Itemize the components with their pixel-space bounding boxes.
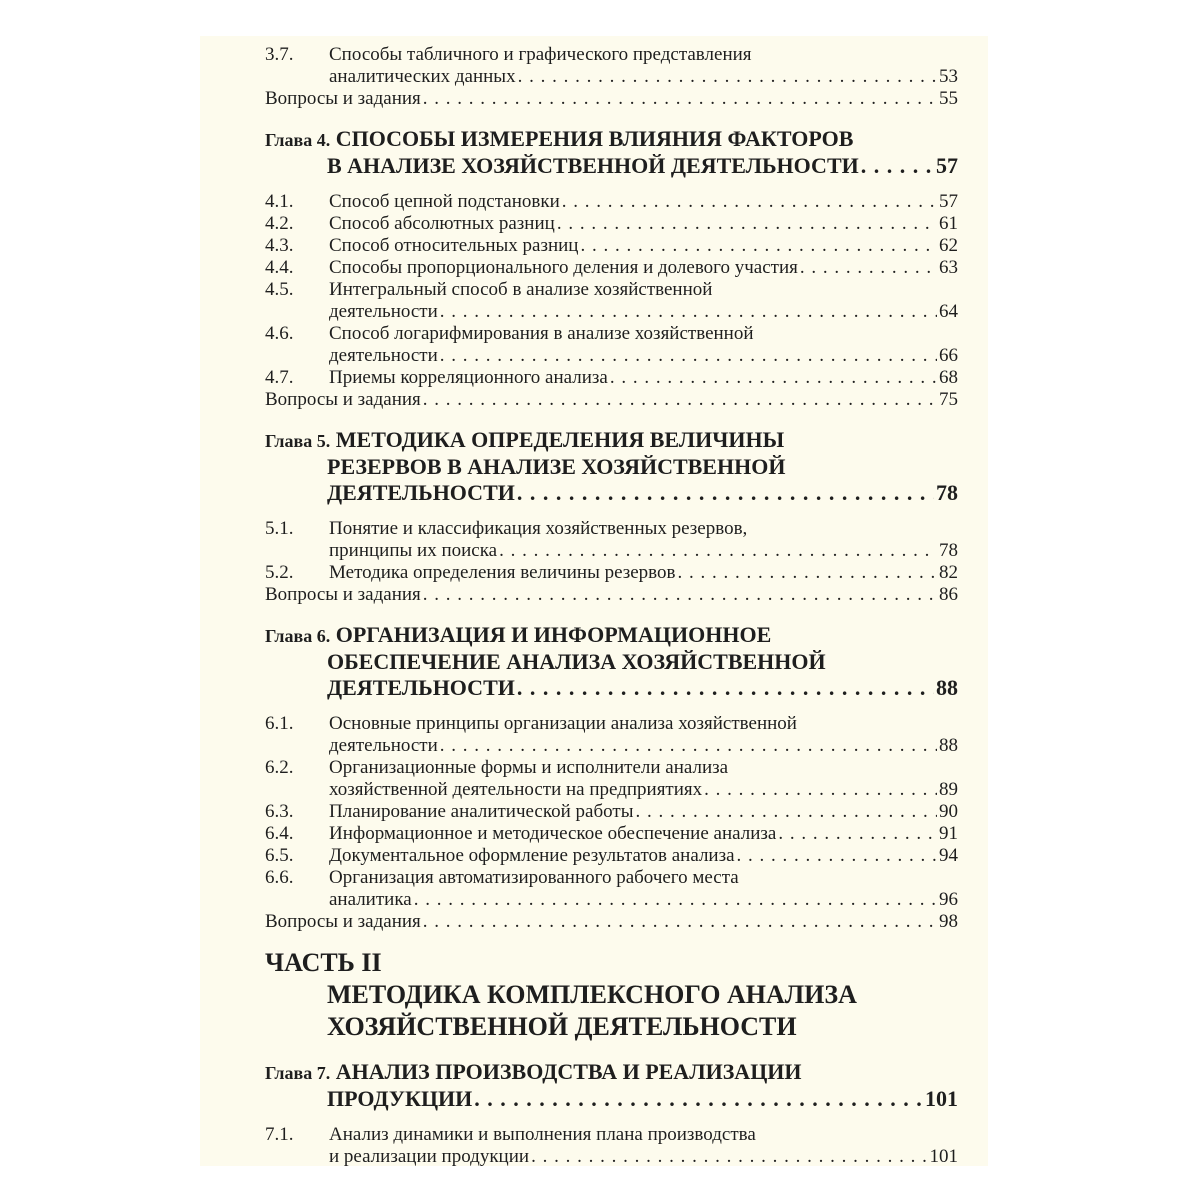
chapter-page-number: 88 [936, 675, 958, 700]
entry-number: 4.6. [265, 323, 294, 344]
entry-title-line: Понятие и классификация хозяйственных резервов, [329, 518, 748, 539]
entry-title-line: Способ абсолютных разниц [329, 213, 555, 234]
entry-page-number: 61 [939, 213, 958, 234]
entry-number: 4.4. [265, 257, 294, 278]
chapter-4-entries [265, 191, 958, 411]
entry-title-line: Вопросы и задания [265, 389, 421, 410]
part-title-line: ХОЗЯЙСТВЕННОЙ ДЕЯТЕЛЬНОСТИ [327, 1012, 797, 1041]
chapter-title-line: СПОСОБЫ ИЗМЕРЕНИЯ ВЛИЯНИЯ ФАКТОРОВ [335, 126, 854, 151]
entry-page-number: 94 [939, 845, 958, 866]
entry-number: 6.4. [265, 823, 294, 844]
leader-dots [423, 911, 937, 933]
chapter-6-entries [265, 713, 958, 933]
leader-dots [557, 213, 937, 235]
toc-entry [265, 867, 958, 911]
chapter-title-line: АНАЛИЗ ПРОИЗВОДСТВА И РЕАЛИЗАЦИИ [335, 1059, 802, 1084]
entry-page-number: 90 [939, 801, 958, 822]
chapter-title-line: В АНАЛИЗЕ ХОЗЯЙСТВЕННОЙ ДЕЯТЕЛЬНОСТИ [327, 153, 859, 178]
entry-page-number: 64 [939, 301, 958, 322]
entry-title-line: Вопросы и задания [265, 911, 421, 932]
chapter-label: Глава 7. [265, 1063, 331, 1083]
entry-number: 6.6. [265, 867, 294, 888]
entry-page-number: 63 [939, 257, 958, 278]
leader-dots [531, 1146, 927, 1168]
entry-title-line: деятельности [329, 345, 438, 366]
leader-dots [610, 367, 937, 389]
leader-dots [704, 779, 937, 801]
entry-page-number: 101 [929, 1146, 958, 1167]
entry-title-line: Анализ динамики и выполнения плана производства [329, 1124, 756, 1145]
entry-page-number: 53 [939, 66, 958, 87]
entry-number: 6.5. [265, 845, 294, 866]
entry-title-line: Информационное и методическое обеспечение анализа [329, 823, 777, 844]
leader-dots [423, 88, 937, 110]
toc-entry [265, 213, 958, 235]
entry-number: 6.1. [265, 713, 294, 734]
entry-title-line: Вопросы и задания [265, 584, 421, 605]
entry-title-line: хозяйственной деятельности на предприятиях [329, 779, 703, 800]
entry-title-line: Планирование аналитической работы [329, 801, 634, 822]
toc-entry [265, 44, 958, 88]
leader-dots [678, 562, 938, 584]
part-label: ЧАСТЬ II [265, 948, 382, 977]
chapter-label: Глава 6. [265, 626, 331, 646]
toc-entry [265, 823, 958, 845]
entry-number: 3.7. [265, 44, 294, 65]
entry-title-line: Интегральный способ в анализе хозяйственной [329, 279, 713, 300]
toc-entry [265, 518, 958, 562]
chapter-page-number: 78 [936, 480, 958, 505]
chapter-title-line: ОРГАНИЗАЦИЯ И ИНФОРМАЦИОННОЕ [335, 622, 772, 647]
leader-dots [440, 301, 937, 323]
entry-title-line: Организация автоматизированного рабочего места [329, 867, 739, 888]
entry-page-number: 66 [939, 345, 958, 366]
entry-title-line: и реализации продукции [329, 1146, 530, 1167]
chapter-title-line: МЕТОДИКА ОПРЕДЕЛЕНИЯ ВЕЛИЧИНЫ [335, 427, 785, 452]
toc-entry [265, 191, 958, 213]
leader-dots [414, 889, 937, 911]
entry-number: 6.2. [265, 757, 294, 778]
toc-entry [265, 584, 958, 606]
chapter-title-line: РЕЗЕРВОВ В АНАЛИЗЕ ХОЗЯЙСТВЕННОЙ [327, 454, 786, 479]
leader-dots [778, 823, 937, 845]
toc-entry [265, 367, 958, 389]
chapter-7-heading [265, 1059, 958, 1112]
top-entries [265, 44, 958, 110]
leader-dots [474, 1086, 923, 1112]
chapter-5-heading [265, 427, 958, 506]
entry-title-line: Основные принципы организации анализа хозяйственной [329, 713, 797, 734]
entry-number: 4.2. [265, 213, 294, 234]
chapter-6-heading [265, 622, 958, 701]
entry-number: 5.1. [265, 518, 294, 539]
toc-entry [265, 801, 958, 823]
toc-entry [265, 389, 958, 411]
entry-title-line: Организационные формы и исполнители анализа [329, 757, 729, 778]
leader-dots [800, 257, 937, 279]
entry-page-number: 55 [939, 88, 958, 109]
entry-page-number: 57 [939, 191, 958, 212]
entry-number: 4.1. [265, 191, 294, 212]
entry-page-number: 68 [939, 367, 958, 388]
entry-page-number: 75 [939, 389, 958, 410]
entry-title-line: деятельности [329, 735, 438, 756]
leader-dots [580, 235, 937, 257]
toc-entry [265, 279, 958, 323]
chapter-title-line: ДЕЯТЕЛЬНОСТИ [327, 675, 515, 700]
toc-entry [265, 845, 958, 867]
entry-page-number: 78 [939, 540, 958, 561]
chapter-5-entries [265, 518, 958, 606]
chapter-page-number: 101 [925, 1086, 958, 1111]
leader-dots [440, 345, 937, 367]
leader-dots [517, 675, 934, 701]
entry-title-line: аналитических данных [329, 66, 516, 87]
entry-number: 4.7. [265, 367, 294, 388]
chapter-title-line: ОБЕСПЕЧЕНИЕ АНАЛИЗА ХОЗЯЙСТВЕННОЙ [327, 649, 826, 674]
entry-title-line: Вопросы и задания [265, 88, 421, 109]
entry-page-number: 96 [939, 889, 958, 910]
toc-entry [265, 713, 958, 757]
entry-title-line: Документальное оформление результатов анализа [329, 845, 735, 866]
leader-dots [440, 735, 937, 757]
leader-dots [518, 66, 937, 88]
entry-title-line: Способы пропорционального деления и долевого участия [329, 257, 798, 278]
toc-entry [265, 911, 958, 933]
leader-dots [517, 480, 934, 506]
chapter-title-line: ПРОДУКЦИИ [327, 1086, 473, 1111]
entry-title-line: деятельности [329, 301, 438, 322]
chapter-page-number: 57 [936, 153, 958, 178]
chapter-7-entries [265, 1124, 958, 1168]
entry-title-line: Приемы корреляционного анализа [329, 367, 608, 388]
entry-page-number: 91 [939, 823, 958, 844]
entry-page-number: 62 [939, 235, 958, 256]
toc-entry [265, 323, 958, 367]
chapter-4-heading [265, 126, 958, 179]
entry-number: 6.3. [265, 801, 294, 822]
entry-page-number: 98 [939, 911, 958, 932]
entry-page-number: 89 [939, 779, 958, 800]
toc-entry [265, 88, 958, 110]
entry-page-number: 86 [939, 584, 958, 605]
entry-number: 4.3. [265, 235, 294, 256]
entry-title-line: Способ логарифмирования в анализе хозяйственной [329, 323, 754, 344]
toc-entry [265, 757, 958, 801]
entry-page-number: 88 [939, 735, 958, 756]
toc-entry [265, 1124, 958, 1168]
chapter-title-line: ДЕЯТЕЛЬНОСТИ [327, 480, 515, 505]
entry-number: 4.5. [265, 279, 294, 300]
leader-dots [635, 801, 937, 823]
leader-dots [423, 389, 937, 411]
toc-entry [265, 562, 958, 584]
entry-number: 5.2. [265, 562, 294, 583]
leader-dots [499, 540, 937, 562]
entry-title-line: принципы их поиска [329, 540, 498, 561]
part-2-heading [265, 947, 958, 1043]
entry-title-line: Способ относительных разниц [329, 235, 579, 256]
part-title-line: МЕТОДИКА КОМПЛЕКСНОГО АНАЛИЗА [327, 980, 857, 1009]
entry-number: 7.1. [265, 1124, 294, 1145]
leader-dots [562, 191, 937, 213]
toc-entry [265, 235, 958, 257]
leader-dots [423, 584, 937, 606]
leader-dots [861, 153, 934, 179]
entry-title-line: аналитика [329, 889, 412, 910]
chapter-label: Глава 4. [265, 130, 331, 150]
toc-entry [265, 257, 958, 279]
entry-page-number: 82 [939, 562, 958, 583]
entry-title-line: Способ цепной подстановки [329, 191, 560, 212]
entry-title-line: Способы табличного и графического представления [329, 44, 752, 65]
leader-dots [737, 845, 937, 867]
entry-title-line: Методика определения величины резервов [329, 562, 676, 583]
chapter-label: Глава 5. [265, 431, 331, 451]
table-of-contents [265, 44, 958, 1168]
